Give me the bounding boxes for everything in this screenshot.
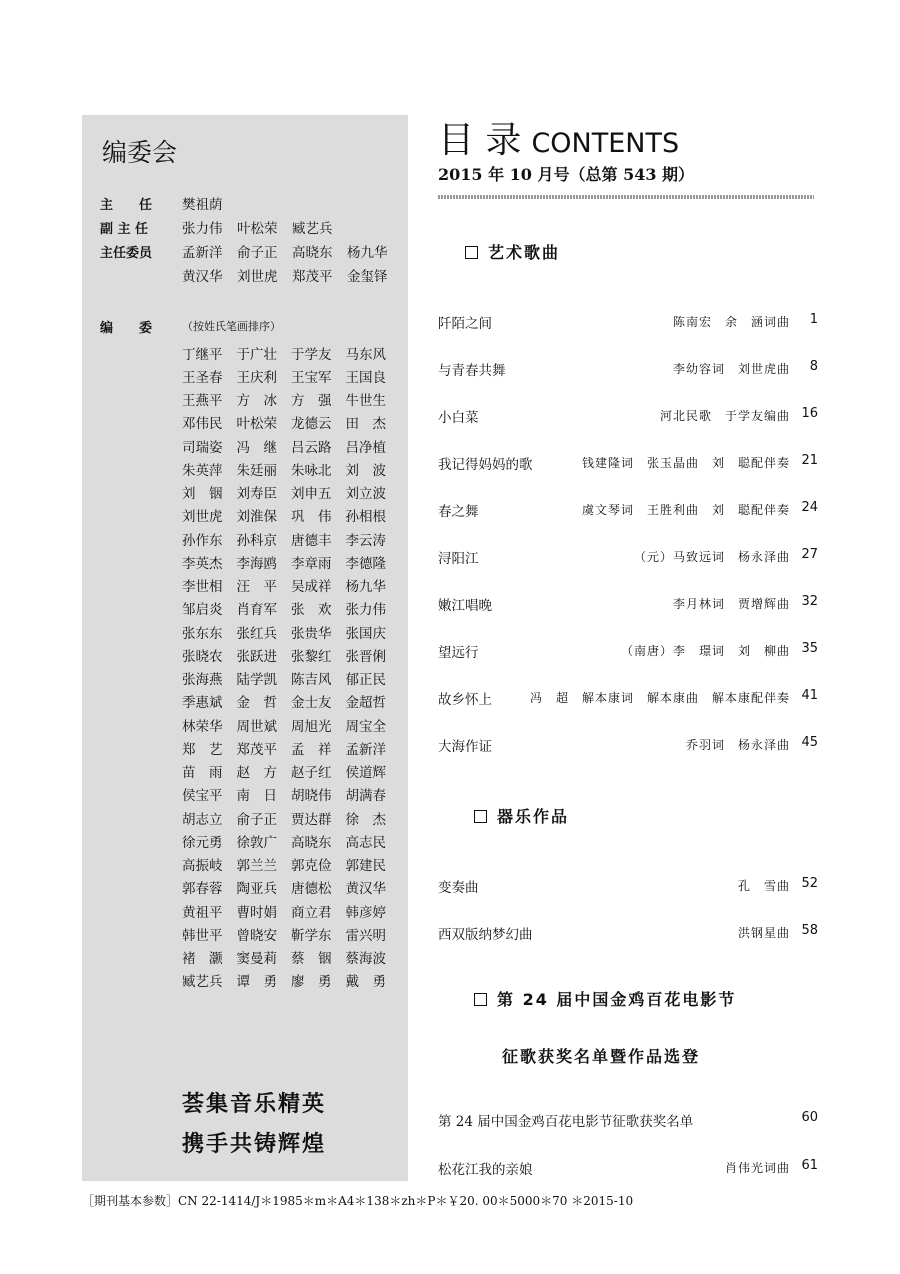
members-row [182, 969, 400, 992]
member-name: 刘立波 [345, 486, 386, 503]
toc-entry[interactable] [438, 500, 818, 520]
member-name: 臧艺兵 [182, 974, 223, 991]
entry-page: 45 [801, 735, 818, 750]
member-name: 窦曼莉 [236, 951, 277, 968]
members-row [182, 806, 400, 829]
member-name: 郁正民 [345, 672, 386, 689]
role-name: 孟新洋 [182, 245, 223, 261]
entry-page: 21 [801, 453, 818, 468]
member-name: 牛世生 [345, 393, 386, 410]
member-name: 司瑞姿 [182, 439, 223, 456]
member-name: 胡晓伟 [291, 788, 332, 805]
editorial-board-title: 编委会 [102, 138, 178, 167]
section-title: 器乐作品 [497, 807, 570, 826]
members-row [182, 504, 400, 527]
member-name: 金 哲 [236, 695, 277, 712]
member-name: 唐德松 [291, 881, 332, 898]
members-row [182, 946, 400, 969]
members-row [182, 388, 400, 411]
member-name: 王燕平 [182, 393, 223, 410]
member-name: 李章雨 [291, 555, 332, 572]
member-name: 刘 铟 [182, 486, 223, 503]
role-name: 叶松荣 [237, 221, 278, 237]
member-name: 徐 杰 [345, 811, 386, 828]
role-name: 俞子正 [237, 245, 278, 261]
member-name: 黄祖平 [182, 904, 223, 921]
member-name: 吴成祥 [291, 579, 332, 596]
entry-page: 58 [801, 923, 818, 938]
member-name: 张贵华 [291, 625, 332, 642]
member-name: 李云涛 [345, 532, 386, 549]
member-name: 金超哲 [345, 695, 386, 712]
checkbox-square-icon [474, 810, 487, 823]
toc-title [438, 112, 679, 163]
periodical-parameters: ［期刊基本参数］CN 22-1414/J＊1985＊m＊A4＊138＊zh＊P＊￥20. 00＊5000＊70 ＊2015-10 [82, 1194, 634, 1208]
entry-title: 我记得妈妈的歌 [438, 457, 533, 473]
entry-title: 浔阳江 [438, 551, 479, 567]
member-name: 刘申五 [291, 486, 332, 503]
member-name: 侯宝平 [182, 788, 223, 805]
entry-title: 变奏曲 [438, 880, 479, 896]
member-name: 于广壮 [236, 346, 277, 363]
role-name: 杨九华 [347, 245, 388, 261]
role-row-deputy-director [100, 215, 402, 239]
entry-credit: 陈南宏 余 涵词曲 [672, 315, 790, 329]
member-name: 王国良 [345, 369, 386, 386]
member-name: 曾晓安 [236, 927, 277, 944]
member-name: 王圣春 [182, 369, 223, 386]
entry-page: 8 [809, 359, 818, 374]
entry-credit: 李幼容词 刘世虎曲 [672, 362, 790, 376]
members-note: （按姓氏笔画排序） [182, 320, 281, 333]
member-name: 韩彦婷 [345, 904, 386, 921]
members-row [182, 457, 400, 480]
entry-title: 第 24 届中国金鸡百花电影节征歌获奖名单 [438, 1114, 694, 1130]
role-label: 主任委员 [100, 245, 153, 261]
member-name: 张国庆 [345, 625, 386, 642]
member-name: 李世相 [182, 579, 223, 596]
member-name: 孙相根 [345, 509, 386, 526]
member-name: 金士友 [291, 695, 332, 712]
member-name: 苗 雨 [182, 765, 223, 782]
entry-title: 阡陌之间 [438, 316, 492, 332]
member-name: 朱英萍 [182, 462, 223, 479]
role-name: 黄汉华 [182, 269, 223, 285]
toc-entry[interactable] [438, 312, 818, 332]
member-name: 巩 伟 [291, 509, 332, 526]
role-label: 主 任 [100, 197, 153, 213]
member-name: 陆学凯 [236, 672, 277, 689]
members-row [182, 690, 400, 713]
member-name: 郭兰兰 [236, 858, 277, 875]
member-name: 陶亚兵 [236, 881, 277, 898]
member-name: 方 冰 [236, 393, 277, 410]
issue-number: 2015 年 10 月号（总第 543 期） [438, 165, 695, 184]
entry-title: 西双版纳梦幻曲 [438, 927, 533, 943]
member-name: 廖 勇 [291, 974, 332, 991]
member-name: 于学友 [291, 346, 332, 363]
member-name: 徐元勇 [182, 834, 223, 851]
members-label: 编 委 [100, 321, 153, 336]
slogan-line-1: 荟集音乐精英 [182, 1092, 327, 1117]
section-subtitle: 征歌获奖名单暨作品选登 [502, 1047, 701, 1066]
member-name: 丁继平 [182, 346, 223, 363]
entry-credit: 冯 超 解本康词 解本康曲 解本康配伴奏 [529, 691, 790, 705]
entry-title: 故乡怀上 [438, 692, 492, 708]
member-name: 郑茂平 [236, 741, 277, 758]
role-row-committee-members-cont [100, 263, 402, 287]
members-row [182, 899, 400, 922]
member-name: 徐敦广 [236, 834, 277, 851]
member-name: 张东东 [182, 625, 223, 642]
member-name: 靳学东 [291, 927, 332, 944]
section-heading [474, 804, 569, 827]
members-row [182, 736, 400, 759]
member-name: 孙作东 [182, 532, 223, 549]
entry-credit: （元）马致远词 杨永泽曲 [633, 550, 790, 564]
entry-title: 春之舞 [438, 504, 479, 520]
member-name: 刘 波 [345, 462, 386, 479]
editorial-board-panel [82, 115, 408, 1181]
members-row [182, 853, 400, 876]
member-name: 周旭光 [291, 718, 332, 735]
toc-entry[interactable] [438, 406, 818, 426]
member-name: 黄汉华 [345, 881, 386, 898]
section-title: 艺术歌曲 [488, 243, 561, 262]
toc-entry[interactable] [438, 453, 818, 473]
member-name: 郭克俭 [291, 858, 332, 875]
member-name: 商立君 [291, 904, 332, 921]
toc-entry[interactable] [438, 641, 818, 661]
member-name: 季惠斌 [182, 695, 223, 712]
toc-entry[interactable] [438, 547, 818, 567]
entry-title: 嫩江唱晚 [438, 598, 492, 614]
toc-entry[interactable] [438, 923, 818, 943]
entry-credit: （南唐）李 璟词 刘 柳曲 [620, 644, 790, 658]
member-name: 刘淮保 [236, 509, 277, 526]
entry-credit: 李月林词 贾增辉曲 [672, 597, 790, 611]
member-name: 赵子红 [291, 765, 332, 782]
members-row [182, 434, 400, 457]
member-name: 南 日 [236, 788, 277, 805]
member-name: 冯 继 [236, 439, 277, 456]
section-heading [474, 987, 736, 1010]
role-row-director [100, 191, 402, 215]
members-row [182, 597, 400, 620]
role-row-committee-members [100, 239, 402, 263]
entry-page: 24 [801, 500, 818, 515]
member-name: 张红兵 [236, 625, 277, 642]
member-name: 戴 勇 [345, 974, 386, 991]
members-row [182, 481, 400, 504]
entry-page: 27 [801, 547, 818, 562]
entry-page: 52 [801, 876, 818, 891]
section-title: 第 24 届中国金鸡百花电影节 [497, 990, 737, 1009]
member-name: 李英杰 [182, 555, 223, 572]
members-row [182, 829, 400, 852]
entry-page: 32 [801, 594, 818, 609]
member-name: 孟 祥 [291, 741, 332, 758]
member-name: 李德隆 [345, 555, 386, 572]
entry-title: 松花江我的亲娘 [438, 1162, 533, 1178]
member-name: 张海燕 [182, 672, 223, 689]
members-row [182, 713, 400, 736]
member-name: 肖育军 [236, 602, 277, 619]
member-name: 杨九华 [345, 579, 386, 596]
entry-credit: 孔 雪曲 [737, 879, 790, 893]
member-name: 汪 平 [236, 579, 277, 596]
toc-entry[interactable] [438, 688, 818, 708]
member-name: 郭春蓉 [182, 881, 223, 898]
member-name: 高振岐 [182, 858, 223, 875]
entry-title: 与青春共舞 [438, 363, 506, 379]
section-heading [465, 240, 560, 263]
member-name: 王庆利 [236, 369, 277, 386]
members-row [182, 876, 400, 899]
role-name: 高晓东 [292, 245, 333, 261]
member-name: 张力伟 [345, 602, 386, 619]
role-name: 樊祖荫 [182, 197, 223, 213]
members-row [182, 783, 400, 806]
toc-title-en: CONTENTS [531, 128, 680, 159]
entry-page: 60 [801, 1110, 818, 1125]
entry-title: 小白菜 [438, 410, 479, 426]
members-row [182, 527, 400, 550]
role-name: 刘世虎 [237, 269, 278, 285]
member-name: 蔡 铟 [291, 951, 332, 968]
slogan-line-2: 携手共铸辉煌 [182, 1132, 327, 1157]
checkbox-square-icon [474, 993, 487, 1006]
role-name: 金玺铎 [347, 269, 388, 285]
member-name: 朱廷丽 [236, 462, 277, 479]
editorial-roles [100, 191, 402, 287]
entry-page: 61 [801, 1158, 818, 1173]
member-name: 朱咏北 [291, 462, 332, 479]
member-name: 张黎红 [291, 648, 332, 665]
member-name: 褚 灏 [182, 951, 223, 968]
member-name: 张晓农 [182, 648, 223, 665]
entry-credit: 肖伟光词曲 [724, 1161, 790, 1175]
member-name: 张 欢 [291, 602, 332, 619]
member-name: 周宝全 [345, 718, 386, 735]
members-row [182, 411, 400, 434]
toc-entry[interactable] [438, 876, 818, 896]
members-row [182, 922, 400, 945]
member-name: 邓伟民 [182, 416, 223, 433]
entry-page: 1 [809, 312, 818, 327]
member-name: 周世斌 [236, 718, 277, 735]
members-row [182, 760, 400, 783]
member-name: 高晓东 [291, 834, 332, 851]
member-name: 张跃进 [236, 648, 277, 665]
checkbox-square-icon [465, 246, 478, 259]
member-name: 邹启炎 [182, 602, 223, 619]
member-name: 吕净植 [345, 439, 386, 456]
members-row [182, 620, 400, 643]
entry-credit: 河北民歌 于学友编曲 [659, 409, 790, 423]
member-name: 孟新洋 [345, 741, 386, 758]
member-name: 马东风 [345, 346, 386, 363]
member-name: 胡志立 [182, 811, 223, 828]
toc-entry[interactable] [438, 1110, 818, 1130]
member-name: 贾达群 [291, 811, 332, 828]
entry-page: 35 [801, 641, 818, 656]
member-name: 侯道辉 [345, 765, 386, 782]
member-name: 龙德云 [291, 416, 332, 433]
member-name: 谭 勇 [236, 974, 277, 991]
toc-entry[interactable] [438, 1158, 818, 1178]
divider [438, 195, 814, 199]
entry-page: 41 [801, 688, 818, 703]
member-name: 郭建民 [345, 858, 386, 875]
member-name: 韩世平 [182, 927, 223, 944]
members-row [182, 364, 400, 387]
member-name: 张晋俐 [345, 648, 386, 665]
role-name: 臧艺兵 [292, 221, 333, 237]
member-name: 雷兴明 [345, 927, 386, 944]
member-name: 叶松荣 [236, 416, 277, 433]
toc-entry[interactable] [438, 735, 818, 755]
members-row [182, 341, 400, 364]
entry-title: 望远行 [438, 645, 479, 661]
member-name: 田 杰 [345, 416, 386, 433]
members-row [182, 550, 400, 573]
entry-credit: 虞文琴词 王胜利曲 刘 聪配伴奏 [581, 503, 790, 517]
role-name: 张力伟 [182, 221, 223, 237]
toc-title-cn: 目 录 [438, 120, 522, 161]
member-name: 刘世虎 [182, 509, 223, 526]
member-name: 吕云路 [291, 439, 332, 456]
entry-credit: 乔羽词 杨永泽曲 [685, 738, 790, 752]
entry-credit: 洪钢星曲 [737, 926, 790, 940]
member-name: 刘寿臣 [236, 486, 277, 503]
member-name: 俞子正 [236, 811, 277, 828]
toc-entry[interactable] [438, 594, 818, 614]
members-row [182, 643, 400, 666]
member-name: 孙科京 [236, 532, 277, 549]
member-name: 郑 艺 [182, 741, 223, 758]
members-row [182, 574, 400, 597]
member-name: 王宝军 [291, 369, 332, 386]
member-name: 曹时娟 [236, 904, 277, 921]
member-name: 陈吉风 [291, 672, 332, 689]
members-row [182, 667, 400, 690]
members-grid [182, 341, 400, 992]
member-name: 胡满春 [345, 788, 386, 805]
member-name: 赵 方 [236, 765, 277, 782]
entry-title: 大海作证 [438, 739, 492, 755]
toc-entry[interactable] [438, 359, 818, 379]
member-name: 林荣华 [182, 718, 223, 735]
role-label: 副 主 任 [100, 221, 149, 237]
entry-credit: 钱建隆词 张玉晶曲 刘 聪配伴奏 [581, 456, 790, 470]
member-name: 方 强 [291, 393, 332, 410]
member-name: 蔡海波 [345, 951, 386, 968]
member-name: 高志民 [345, 834, 386, 851]
member-name: 唐德丰 [291, 532, 332, 549]
member-name: 李海鸥 [236, 555, 277, 572]
role-name: 郑茂平 [292, 269, 333, 285]
entry-page: 16 [801, 406, 818, 421]
